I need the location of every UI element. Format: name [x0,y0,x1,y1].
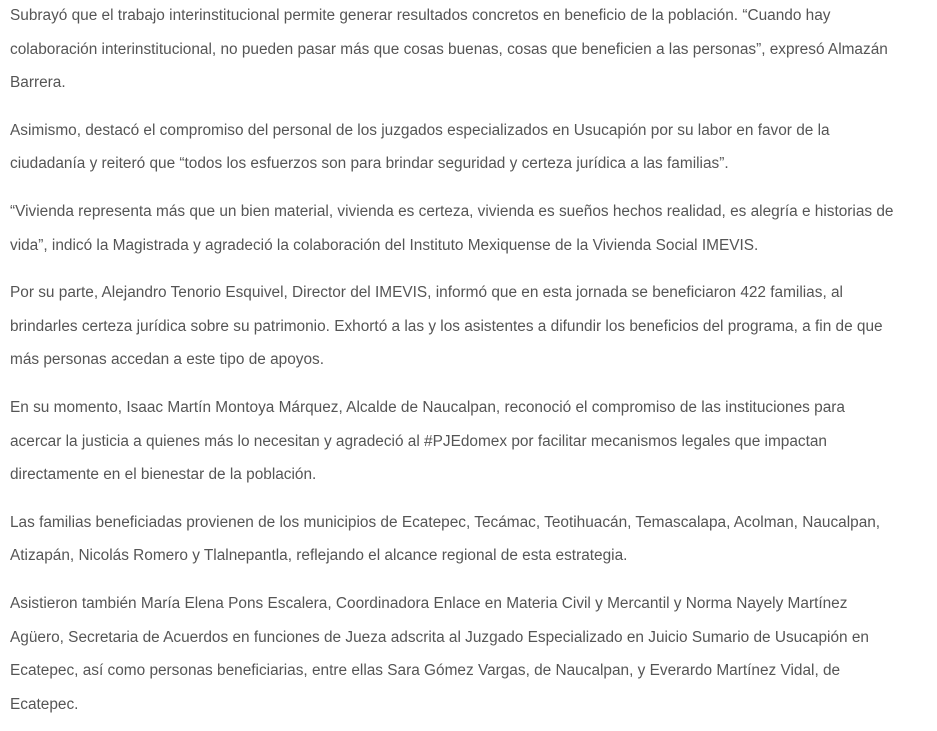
paragraph-6: Las familias beneficiadas provienen de los municipios de Ecatepec, Tecámac, Teotihuacán, Temascalapa, Acolman, Naucalpan, Atizapán, Nicolás Romero y Tlalnepantla, reflejando el alcance regional de esta estrategia. [10,513,881,565]
paragraph-3: “Vivienda representa más que un bien material, vivienda es certeza, vivienda es sueños hechos realidad, es alegría e historias de vida”, indicó la Magistrada y agradeció la colaboración del Instituto Mexiquense de la Vivienda Social IMEVIS. [10,202,894,254]
paragraph-1: Subrayó que el trabajo interinstitucional permite generar resultados concretos en beneficio de la población. “Cuando hay colaboración interinstitucional, no pueden pasar más que cosas buenas, cosas que beneficien a las personas”, expresó Almazán Barrera. [10,7,888,92]
paragraph-5: En su momento, Isaac Martín Montoya Márquez, Alcalde de Naucalpan, reconoció el compromiso de las instituciones para acercar la justicia a quienes más lo necesitan y agradeció al #PJEdomex por facilitar mecanismos legales que impactan directamente en el bienestar de la población. [10,398,845,484]
paragraph-4: Por su parte, Alejandro Tenorio Esquivel, Director del IMEVIS, informó que en esta jornada se beneficiaron 422 familias, al brindarles certeza jurídica sobre su patrimonio. Exhortó a las y los asistentes a difundir los beneficios del programa, a fin de que más personas accedan a este tipo de apoyos. [10,284,883,369]
paragraph-2: Asimismo, destacó el compromiso del personal de los juzgados especializados en Usucapión por su labor en favor de la ciudadanía y reiteró que “todos los esfuerzos son para brindar seguridad y certeza jurídica a las familias”. [10,121,830,173]
paragraph-7: Asistieron también María Elena Pons Escalera, Coordinadora Enlace en Materia Civil y Mercantil y Norma Nayely Martínez Agüero, Secretaria de Acuerdos en funciones de Jueza adscrita al Juzgado Especializado en Juicio Sumario de Usucapión en Ecatepec, así como personas beneficiarias, entre ellas Sara Gómez Vargas, de Naucalpan, y Everardo Martínez Vidal, de Ecatepec. [10,594,869,713]
